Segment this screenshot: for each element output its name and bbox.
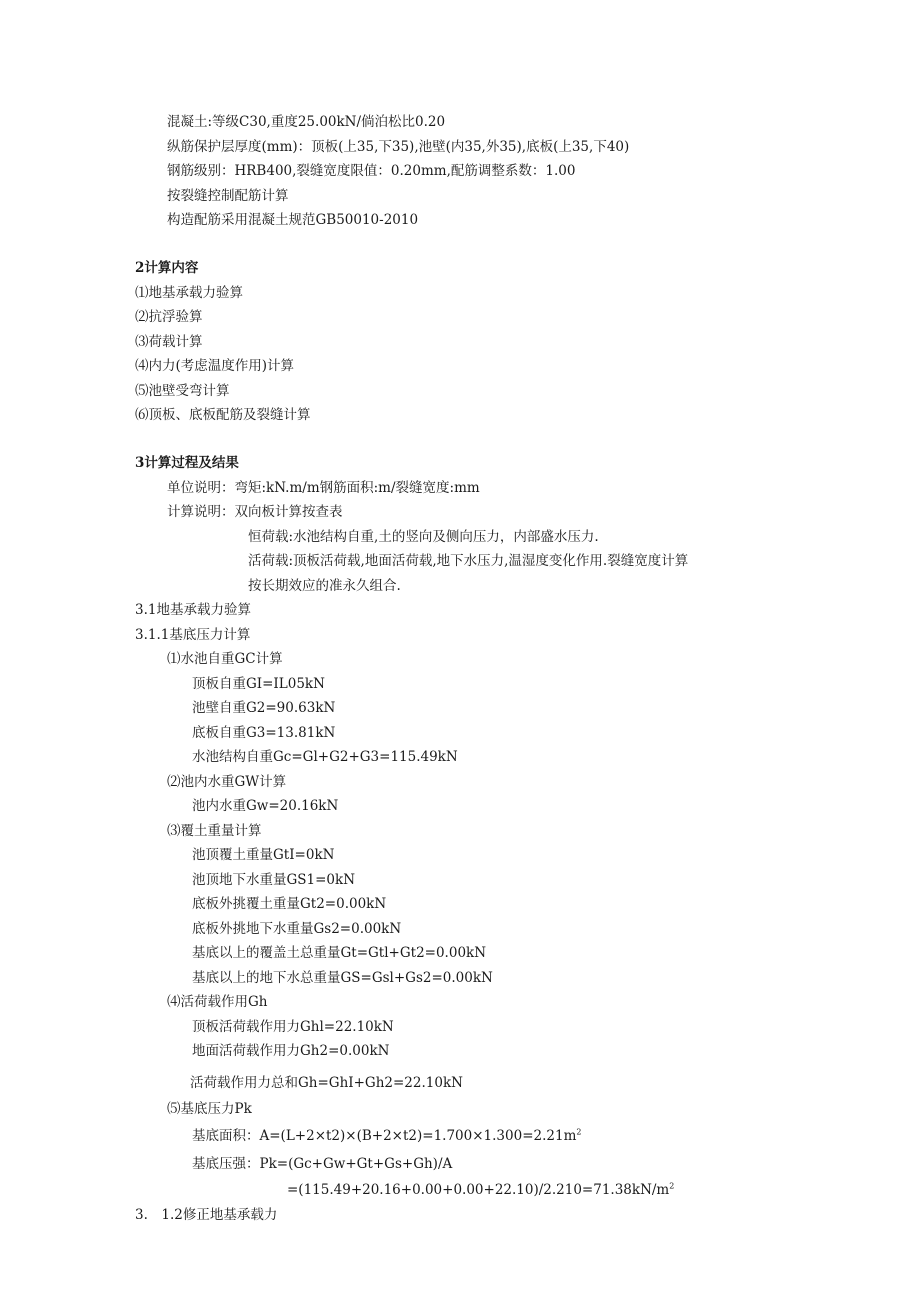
- text-line: 计算说明：双向板计算按查表: [167, 504, 343, 520]
- section-heading: 3计算过程及结果: [135, 455, 239, 471]
- formula-text: 基底面积：A=(L+2×t2)×(B+2×t2)=1.700×1.300=2.21m: [192, 1128, 577, 1144]
- text-line: 纵筋保护层厚度(mm)：顶板(上35,下35),池壁(内35,外35),底板(上35,下40): [167, 139, 630, 155]
- text-line: 池顶地下水重量GS1=0kN: [192, 872, 356, 888]
- text-line: 池壁自重G2=90.63kN: [192, 700, 336, 716]
- text-line: 活荷载:顶板活荷载,地面活荷载,地下水压力,温湿度变化作用.裂缝宽度计算: [248, 553, 689, 569]
- list-item: ⑵池内水重GW计算: [167, 774, 287, 790]
- subsection-heading: 3.1.1基底压力计算: [135, 627, 251, 643]
- text-line: 池顶覆土重量GtI=0kN: [192, 847, 335, 863]
- formula-text: =(115.49+20.16+0.00+0.00+22.10)/2.210=71.38kN/m: [287, 1182, 670, 1198]
- formula-line: 基底压强：Pk=(Gc+Gw+Gt+Gs+Gh)/A: [192, 1156, 453, 1172]
- text-line: 底板自重G3=13.81kN: [192, 725, 336, 741]
- section-heading: 2计算内容: [135, 260, 199, 276]
- text-line: 底板外挑覆土重量Gt2=0.00kN: [192, 896, 387, 912]
- text-line: 底板外挑地下水重量Gs2=0.00kN: [192, 921, 402, 937]
- formula-line: [287, 1181, 674, 1199]
- list-item: ⑶覆土重量计算: [167, 823, 262, 839]
- list-item: ⑹顶板、底板配筋及裂缝计算: [135, 407, 311, 423]
- list-item: ⑷活荷载作用Gh: [167, 994, 268, 1010]
- list-item: ⑸基底压力Pk: [167, 1101, 252, 1117]
- text-line: 构造配筋采用混凝土规范GB50010-2010: [167, 212, 419, 228]
- text-line: 按裂缝控制配筋计算: [167, 188, 289, 204]
- superscript: 2: [669, 1181, 675, 1191]
- text-line: 水池结构自重Gc=Gl+G2+G3=115.49kN: [192, 749, 458, 765]
- list-item: ⑷内力(考虑温度作用)计算: [135, 358, 295, 374]
- text-line: 顶板自重GI=IL05kN: [192, 676, 325, 692]
- text-line: 活荷载作用力总和Gh=GhI+Gh2=22.10kN: [190, 1075, 463, 1091]
- subsection-heading: 3.1地基承载力验算: [135, 602, 251, 618]
- text-line: 单位说明：弯矩:kN.m/m钢筋面积:m/裂缝宽度:mm: [167, 480, 480, 496]
- text-line: 基底以上的覆盖土总重量Gt=Gtl+Gt2=0.00kN: [192, 945, 487, 961]
- text-line: 顶板活荷载作用力Ghl=22.10kN: [192, 1019, 394, 1035]
- list-item: ⑵抗浮验算: [135, 309, 203, 325]
- text-line: 按长期效应的准永久组合.: [248, 578, 401, 594]
- text-line: 池内水重Gw=20.16kN: [192, 798, 339, 814]
- list-item: ⑸池壁受弯计算: [135, 383, 230, 399]
- text-line: 基底以上的地下水总重量GS=Gsl+Gs2=0.00kN: [192, 970, 493, 986]
- list-item: ⑴地基承载力验算: [135, 285, 243, 301]
- formula-line: [192, 1127, 581, 1145]
- text-line: 钢筋级别：HRB400,裂缝宽度限值：0.20mm,配筋调整系数：1.00: [167, 163, 576, 179]
- subsection-heading: 3. 1.2修正地基承载力: [135, 1207, 278, 1223]
- text-line: 混凝土:等级C30,重度25.00kN/倘泊松比0.20: [167, 114, 446, 130]
- text-line: 恒荷载:水池结构自重,土的竖向及侧向压力，内部盛水压力.: [248, 529, 599, 545]
- list-item: ⑶荷载计算: [135, 334, 203, 350]
- text-line: 地面活荷载作用力Gh2=0.00kN: [192, 1043, 390, 1059]
- list-item: ⑴水池自重GC计算: [167, 651, 283, 667]
- superscript: 2: [576, 1127, 582, 1137]
